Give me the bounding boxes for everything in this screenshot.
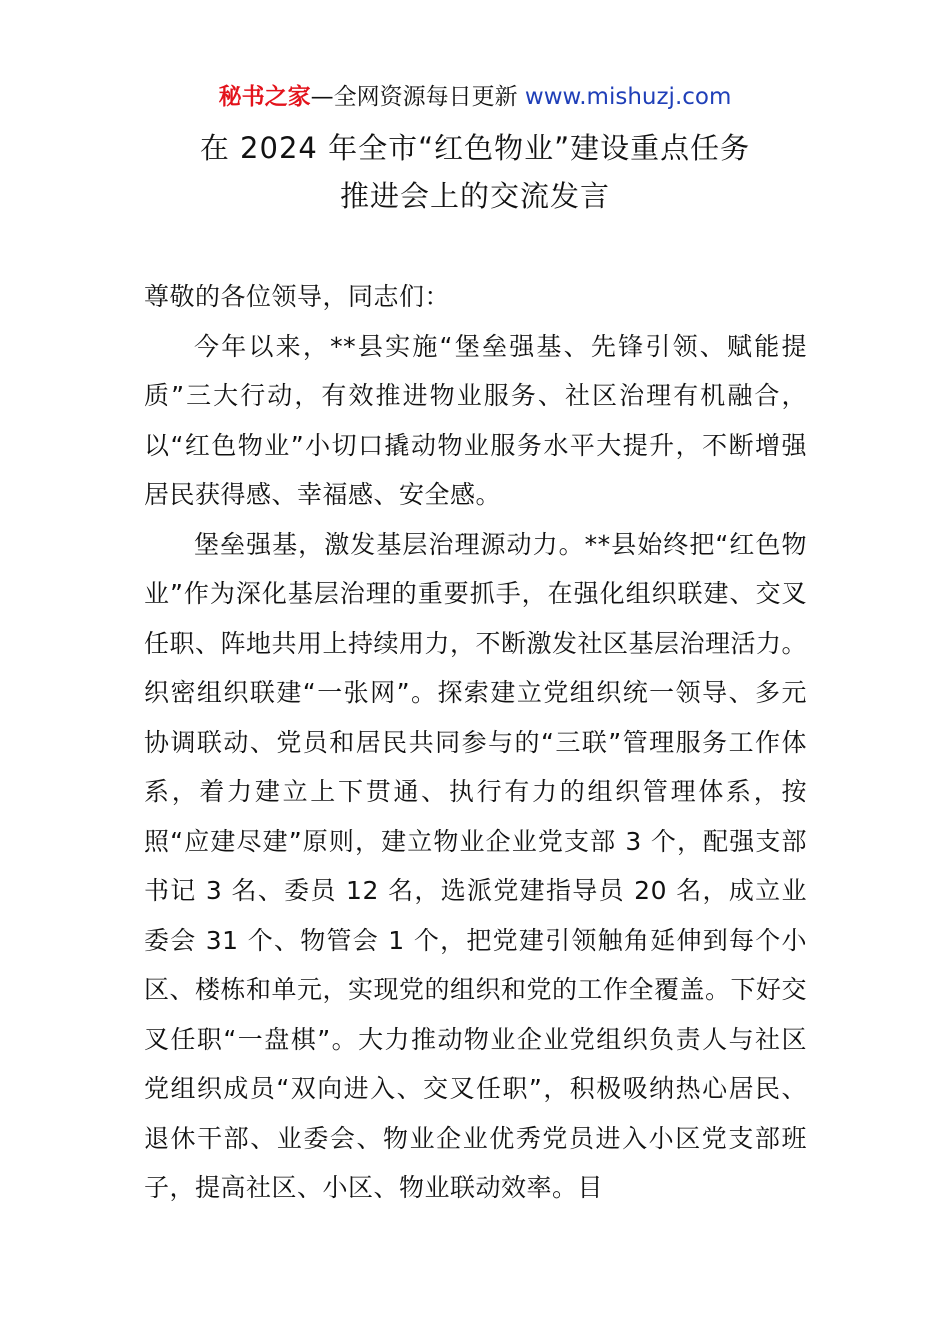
- document-title: [0, 124, 950, 220]
- document-body: [144, 272, 807, 1213]
- brand-name: 秘书之家: [218, 84, 311, 110]
- title-line-2: 推进会上的交流发言: [339, 179, 610, 213]
- salutation: 尊敬的各位领导，同志们：: [144, 282, 451, 311]
- site-url-link[interactable]: www.mishuzj.com: [524, 84, 732, 110]
- header-tagline: —全网资源每日更新: [310, 84, 525, 110]
- body-paragraph: 堡垒强基，激发基层治理源动力。**县始终把“红色物业”作为深化基层治理的重要抓手，在强化组织联建、交叉任职、阵地共用上持续用力，不断激发社区基层治理活力。织密组织联建“一张网”。探索建立党组织统一领导、多元协调联动、党员和居民共同参与的“三联”管理服务工作体系，着力建立上下贯通、执行有力的组织管理体系，按照“应建尽建”原则，建立物业企业党支部 3 个，配强支部书记 3 名、委员 12 名，选派党建指导员 20 名，成立业委会 31 个、物管会 1 个，把党建引领触角延伸到每个小区、楼栋和单元，实现党的组织和党的工作全覆盖。下好交叉任职“一盘棋”。大力推动物业企业党组织负责人与社区党组织成员“双向进入、交叉任职”，积极吸纳热心居民、退休干部、业委会、物业企业优秀党员进入小区党支部班子，提高社区、小区、物业联动效率。目: [144, 529, 808, 1202]
- body-paragraph: 今年以来，**县实施“堡垒强基、先锋引领、赋能提质”三大行动，有效推进物业服务、社区治理有机融合，以“红色物业”小切口撬动物业服务水平大提升，不断增强居民获得感、幸福感、安全感。: [144, 331, 807, 509]
- site-header: [0, 80, 950, 114]
- title-line-1: 在 2024 年全市“红色物业”建设重点任务: [199, 131, 751, 165]
